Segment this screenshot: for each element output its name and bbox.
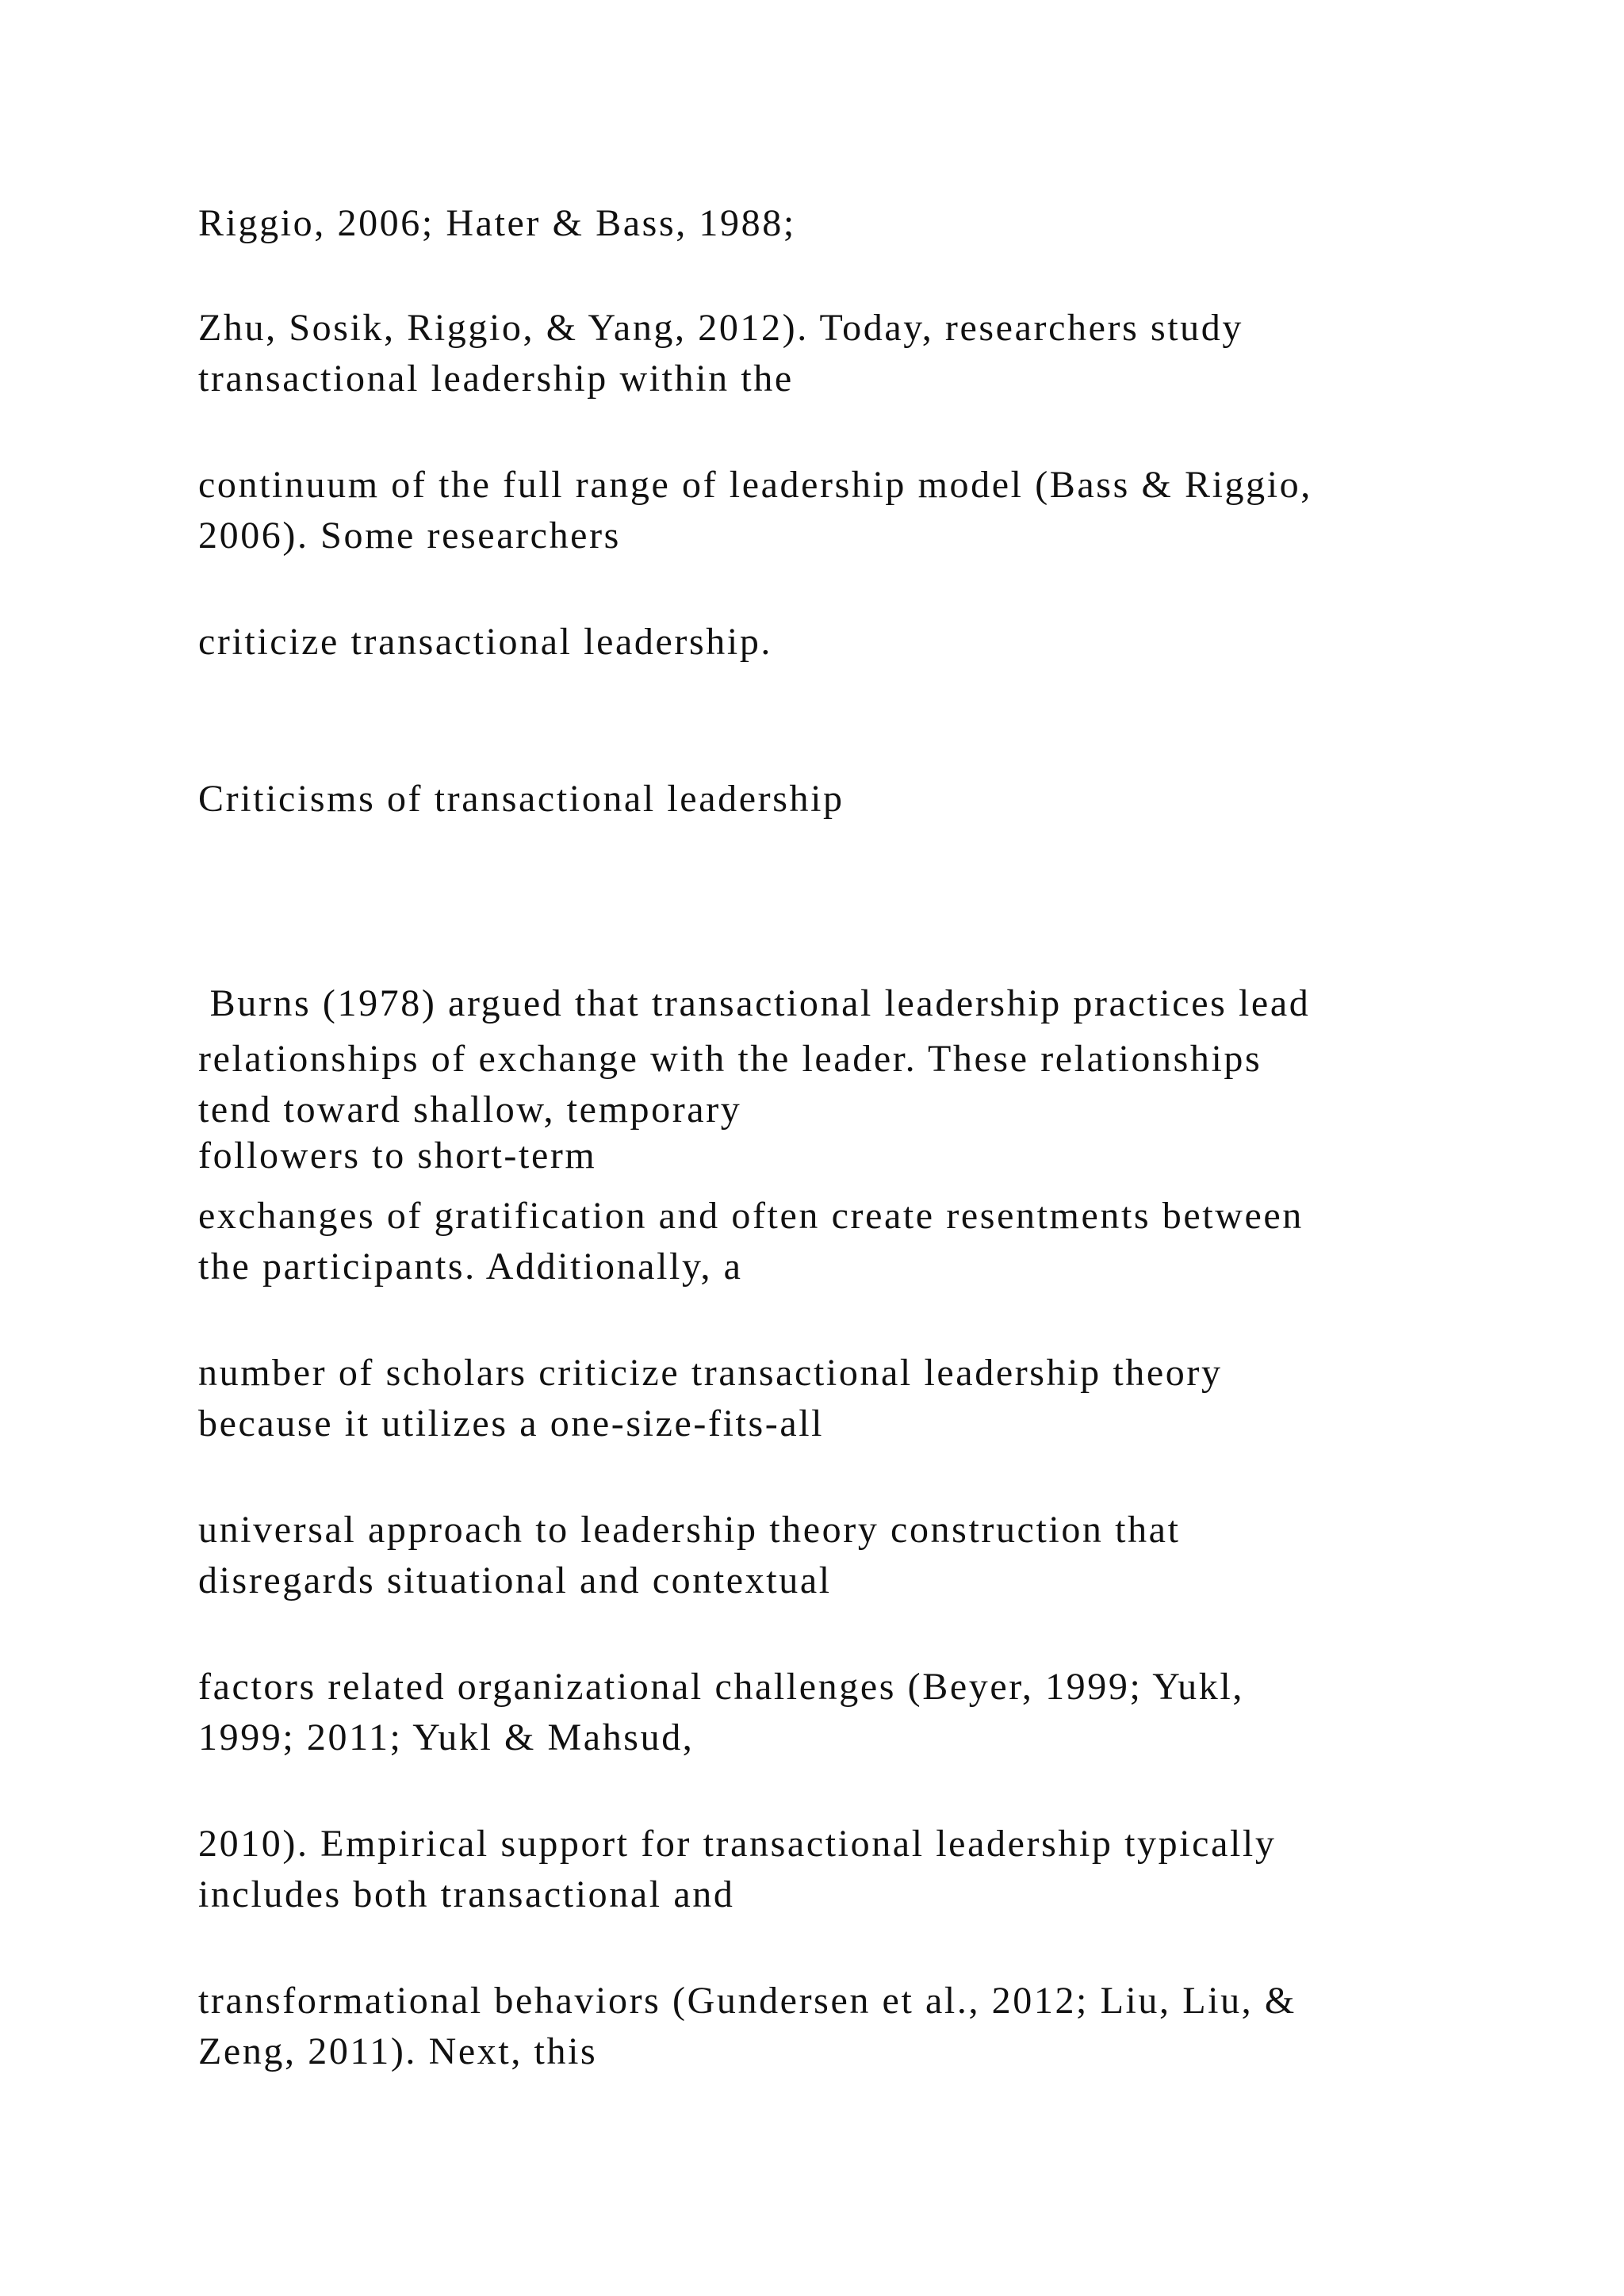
text-line: the participants. Additionally, a <box>198 1246 743 1288</box>
text-line: tend toward shallow, temporary <box>198 1089 742 1131</box>
paragraph-fragment <box>198 303 1499 404</box>
text-line: 2006). Some researchers <box>198 515 621 557</box>
text-line: universal approach to leadership theory construction that <box>198 1509 1181 1551</box>
text-line: Zeng, 2011). Next, this <box>198 2030 598 2072</box>
text-line: 1999; 2011; Yukl & Mahsud, <box>198 1716 695 1758</box>
heading-line: Criticisms of transactional leadership <box>198 778 845 820</box>
text-line: Zhu, Sosik, Riggio, & Yang, 2012). Today, researchers study <box>198 307 1243 349</box>
text-line: 2010). Empirical support for transactional leadership typically <box>198 1823 1277 1865</box>
text-line: transactional leadership within the <box>198 358 794 400</box>
text-line: exchanges of gratification and often create resentments between <box>198 1195 1304 1237</box>
text-line: criticize transactional leadership. <box>198 621 773 663</box>
paragraph-fragment <box>198 1662 1499 1763</box>
text-line: transformational behaviors (Gundersen et al., 2012; Liu, Liu, & <box>198 1980 1297 2022</box>
paragraph-fragment <box>198 198 1499 249</box>
paragraph-fragment <box>198 460 1499 561</box>
paragraph-fragment <box>198 1034 1499 1135</box>
paragraph-fragment <box>198 1348 1499 1449</box>
paragraph-fragment <box>198 1505 1499 1606</box>
section-heading <box>198 774 1499 825</box>
paragraph-fragment <box>198 1819 1499 1920</box>
text-line: followers to short-term <box>198 1135 597 1177</box>
text-line: disregards situational and contextual <box>198 1559 832 1601</box>
text-line: includes both transactional and <box>198 1873 735 1915</box>
text-line: relationships of exchange with the leader. These relationships <box>198 1038 1262 1080</box>
paragraph-fragment <box>198 1191 1499 1292</box>
text-line: Burns (1978) argued that transactional leadership practices lead <box>198 982 1311 1024</box>
paragraph-fragment <box>198 1976 1499 2077</box>
paragraph-fragment <box>198 617 1499 668</box>
text-line: Riggio, 2006; Hater & Bass, 1988; <box>198 202 796 244</box>
text-line: continuum of the full range of leadership model (Bass & Riggio, <box>198 464 1312 506</box>
text-line: factors related organizational challenges (Beyer, 1999; Yukl, <box>198 1666 1244 1708</box>
text-line: number of scholars criticize transactional leadership theory <box>198 1352 1223 1394</box>
text-line: because it utilizes a one-size-fits-all <box>198 1402 825 1445</box>
